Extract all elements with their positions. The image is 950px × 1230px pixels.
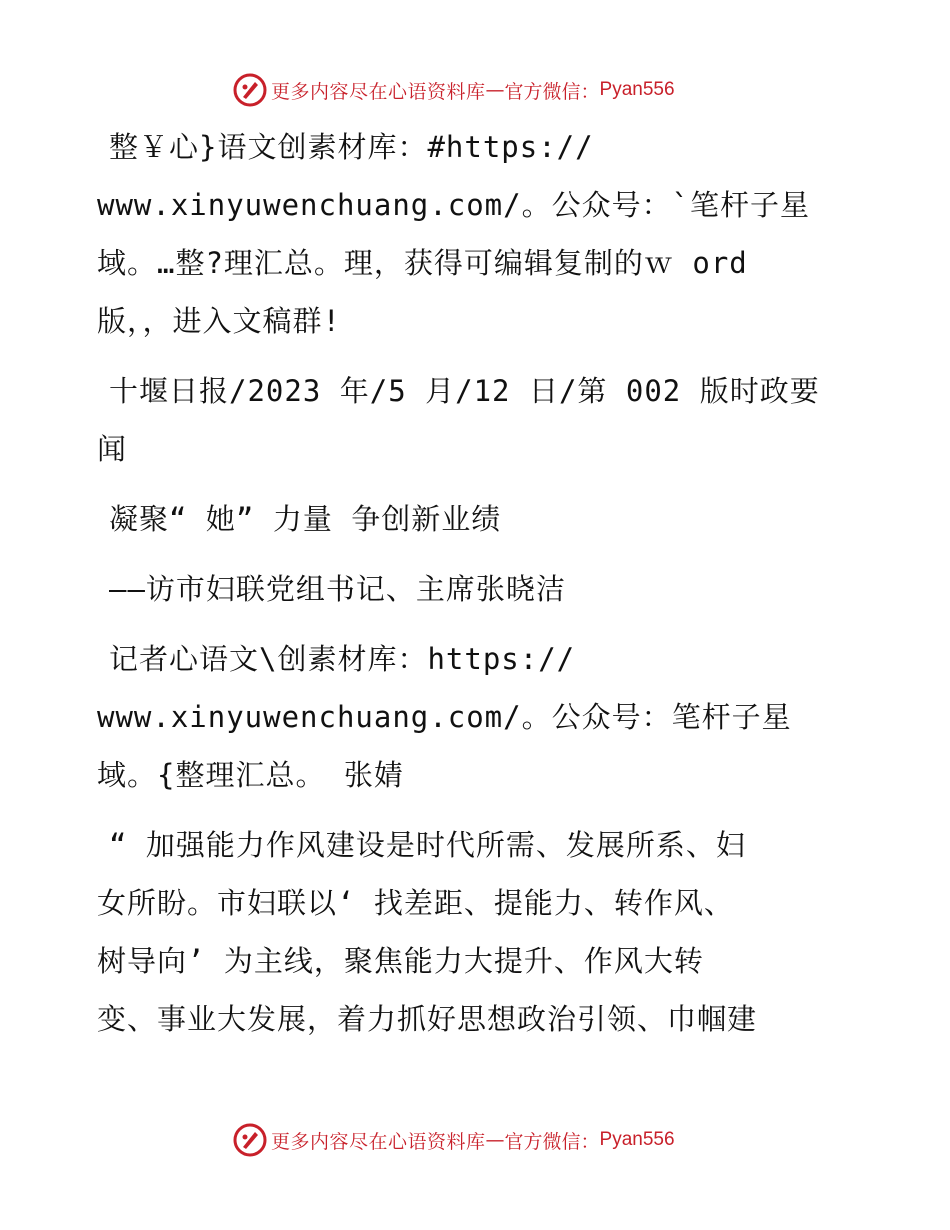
banner-text: 更多内容尽在心语资料库 bbox=[271, 1130, 486, 1153]
banner-wechat-id: Pyan556 bbox=[599, 1129, 675, 1150]
promo-line: 域。…整?理汇总。理，获得可编辑复制的ｗ ord bbox=[97, 246, 748, 280]
body-line: 变、事业大发展，着力抓好思想政治引领、巾帼建 bbox=[97, 1002, 758, 1036]
dateline bbox=[97, 362, 857, 478]
promo-line: 整￥心}语文创素材库：#https:// bbox=[109, 130, 594, 164]
dateline-line: 十堰日报/2023 年/5 月/12 日/第 002 版时政要 bbox=[109, 374, 820, 408]
brand-logo-icon bbox=[233, 1123, 267, 1157]
document-body bbox=[97, 118, 857, 1060]
body-paragraph bbox=[97, 816, 857, 1048]
promo-line: 版，，进入文稿群! bbox=[97, 304, 341, 338]
headline-text: 凝聚“ 她” 力量 争创新业绩 bbox=[109, 502, 502, 536]
banner-contact-label: 官方微信： bbox=[504, 1130, 600, 1153]
banner-contact-label: 官方微信： bbox=[504, 80, 600, 103]
promo-line: www.xinyuwenchuang.com/。公众号：`笔杆子星 bbox=[97, 188, 811, 222]
body-line: 女所盼。市妇联以‘ 找差距、提能力、转作风、 bbox=[97, 886, 734, 920]
subtitle-text: ——访市妇联党组书记、主席张晓洁 bbox=[109, 572, 566, 606]
dateline-line: 闻 bbox=[97, 432, 128, 466]
reporter-paragraph bbox=[97, 630, 857, 804]
body-line: “ 加强能力作风建设是时代所需、发展所系、妇 bbox=[109, 828, 746, 862]
promo-paragraph bbox=[97, 118, 857, 350]
body-line: 树导向’ 为主线，聚焦能力大提升、作风大转 bbox=[97, 944, 704, 978]
banner-wechat-id: Pyan556 bbox=[599, 79, 675, 100]
headline bbox=[97, 490, 857, 548]
header-banner bbox=[233, 70, 675, 110]
reporter-line: 记者心语文\创素材库：https:// bbox=[109, 642, 576, 676]
brand-logo-icon bbox=[233, 73, 267, 107]
banner-separator: — bbox=[485, 1129, 505, 1151]
subtitle bbox=[97, 560, 857, 618]
banner-separator: — bbox=[485, 79, 505, 101]
reporter-line: www.xinyuwenchuang.com/。公众号：笔杆子星 bbox=[97, 700, 792, 734]
banner-text: 更多内容尽在心语资料库 bbox=[271, 80, 486, 103]
footer-banner bbox=[233, 1120, 675, 1160]
reporter-line: 域。{整理汇总。 张婧 bbox=[97, 758, 404, 792]
